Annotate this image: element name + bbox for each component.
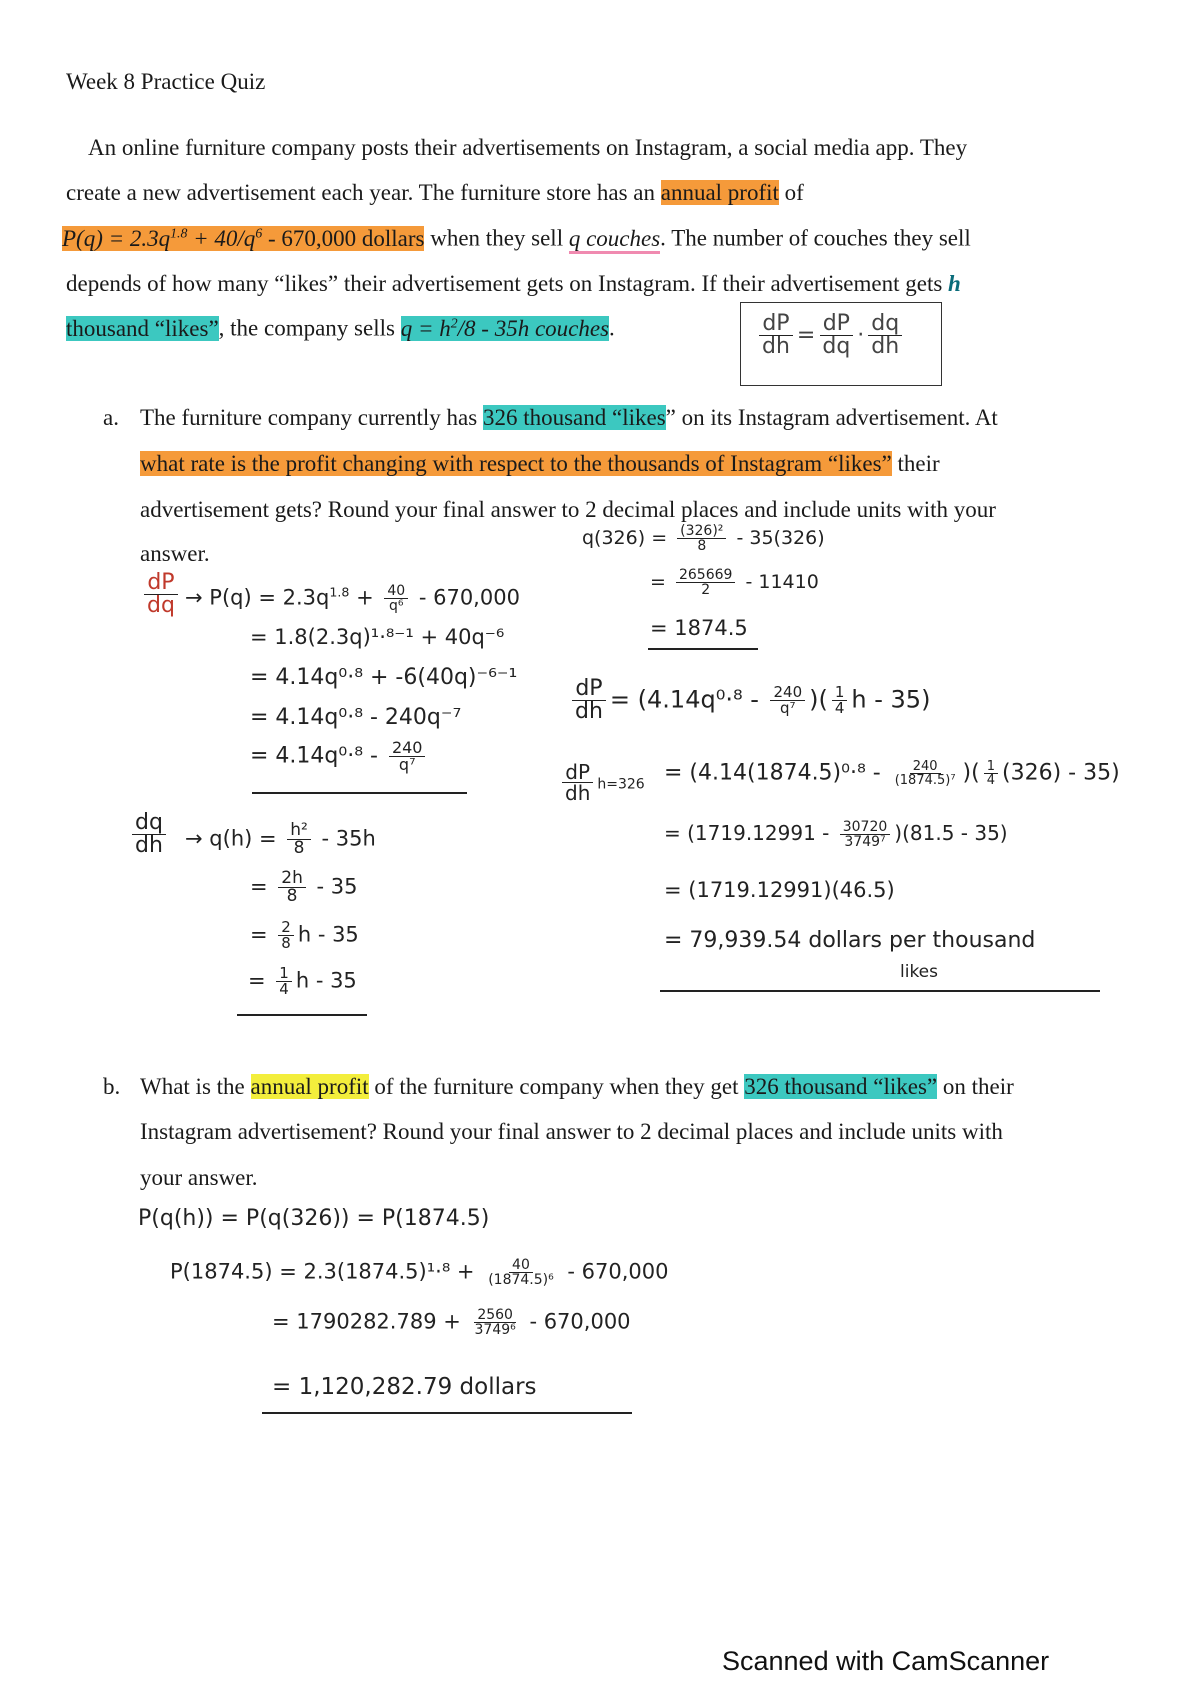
q326-line-3: = 1874.5 (650, 616, 748, 640)
part-b-line-3: your answer. (140, 1165, 258, 1190)
part-a-label: a. (103, 405, 119, 430)
dqdh-line-2: = $\frac{2h}{8}$ - 35 (250, 868, 358, 906)
part-b-work-line-4: = 1,120,282.79 dollars (272, 1374, 537, 1400)
dpdq-line-3: = 4.14q⁰·⁸ + -6(40q)⁻⁶⁻¹ (250, 665, 518, 690)
dqdh-line-3: = $\frac{2}{8}$ h - 35 (250, 918, 359, 952)
dpdh-line-1: $\frac{dP}{dh}$ = (4.14q⁰·⁸ - $\frac{240}{\text{q⁷}}$ )( $\frac{1}{4}$ h - 35) (568, 678, 930, 723)
part-b-line-1: What is the annual profit of the furniture company when they get 326 thousand “likes” on their (140, 1074, 1014, 1099)
highlight-annual-profit: annual profit (660, 180, 779, 205)
intro-line-1: An online furniture company posts their advertisements on Instagram, a social media app. They (88, 135, 968, 160)
dpdh-line-2: = (4.14(1874.5)⁰·⁸ - $\frac{240}{\text{(1874.5)⁷}}$ )( $\frac{1}{4}$ (326) - 35) (664, 759, 1120, 788)
dpdh-answer-underline (660, 990, 1100, 992)
q326-answer-underline (648, 648, 758, 650)
dpdh-eval-heading: $\frac{dP}{dh}$ h=326 (558, 762, 645, 803)
part-b-work-line-2: P(1874.5) = 2.3(1874.5)¹·⁸ + $\frac{40}{\text{(1874.5)⁶}}$ - 670,000 (170, 1257, 669, 1288)
part-b-label: b. (103, 1074, 121, 1099)
dpdh-line-6: likes (900, 962, 939, 982)
part-a-line-2: what rate is the profit changing with respect to the thousands of Instagram “likes” their (140, 451, 940, 476)
dqdh-line-4: = $\frac{1}{4}$ h - 35 (248, 964, 357, 998)
intro-line-4: depends of how many “likes” their advertisement gets on Instagram. If their advertisement gets h (66, 271, 961, 296)
part-a-line-4: answer. (140, 541, 210, 566)
dpdh-line-3: = (1719.12991 - $\frac{30720}{\text{3749⁷}}$ )(81.5 - 35) (664, 819, 1008, 850)
part-b-answer-underline (262, 1412, 632, 1414)
dpdh-line-5: = 79,939.54 dollars per thousand (664, 928, 1036, 953)
q326-line-2: = $\frac{265669}{2}$ - 11410 (650, 567, 819, 598)
part-a-line-1: The furniture company currently has 326 thousand “likes” on its Instagram advertisement. At (140, 405, 998, 430)
part-a-line-3: advertisement gets? Round your final answer to 2 decimal places and include units with your (140, 497, 996, 522)
dpdq-heading: $\frac{dP}{dq}$ (140, 572, 182, 617)
dqdh-answer-underline (237, 1014, 367, 1016)
camscanner-watermark: Scanned with CamScanner (722, 1646, 1050, 1676)
intro-line-5: thousand “likes”, the company sells $q = h^2/8 - 35h$ couches. (66, 315, 615, 341)
chain-rule-box: $\frac{dP}{dh}$ = $\frac{dP}{dq}$ · $\frac{dq}{dh}$ (740, 302, 942, 386)
dpdq-answer-underline (252, 792, 467, 794)
part-b-work-line-1: P(q(h)) = P(q(326)) = P(1874.5) (138, 1206, 490, 1231)
dpdq-line-4: = 4.14q⁰·⁸ - 240q⁻⁷ (250, 705, 462, 730)
intro-line-3: $P(q) = 2.3q^{1.8} + 40/q^6 - 670,000$ dollars when they sell q couches. The number of couches they sell (62, 226, 971, 250)
part-b-line-2: Instagram advertisement? Round your final answer to 2 decimal places and include units with (140, 1119, 1003, 1144)
page-title: Week 8 Practice Quiz (66, 69, 266, 94)
dqdh-heading: $\frac{dq}{dh}$ (128, 812, 170, 857)
dpdh-line-4: = (1719.12991)(46.5) (664, 878, 895, 902)
dpdq-line-2: = 1.8(2.3q)¹·⁸⁻¹ + 40q⁻⁶ (250, 625, 505, 649)
intro-line-2: create a new advertisement each year. The furniture store has an annual profit of (66, 180, 804, 205)
dqdh-line-1: → q(h) = $\frac{\text{h²}}{8}$ - 35h (185, 820, 376, 858)
dpdq-line-1: → $P(q) = 2.3q^{1.8}$ + $\frac{40}{\text{q⁶}}$ - 670,000 (185, 583, 520, 614)
q326-line-1: q(326) = $\frac{\text{(326)²}}{8}$ - 35(326) (582, 523, 825, 554)
dpdq-line-5: = 4.14q⁰·⁸ - $\frac{240}{\text{q⁷}}$ (250, 740, 429, 773)
part-b-work-line-3: = 1790282.789 + $\frac{2560}{\text{3749⁶}}$ - 670,000 (272, 1307, 631, 1338)
